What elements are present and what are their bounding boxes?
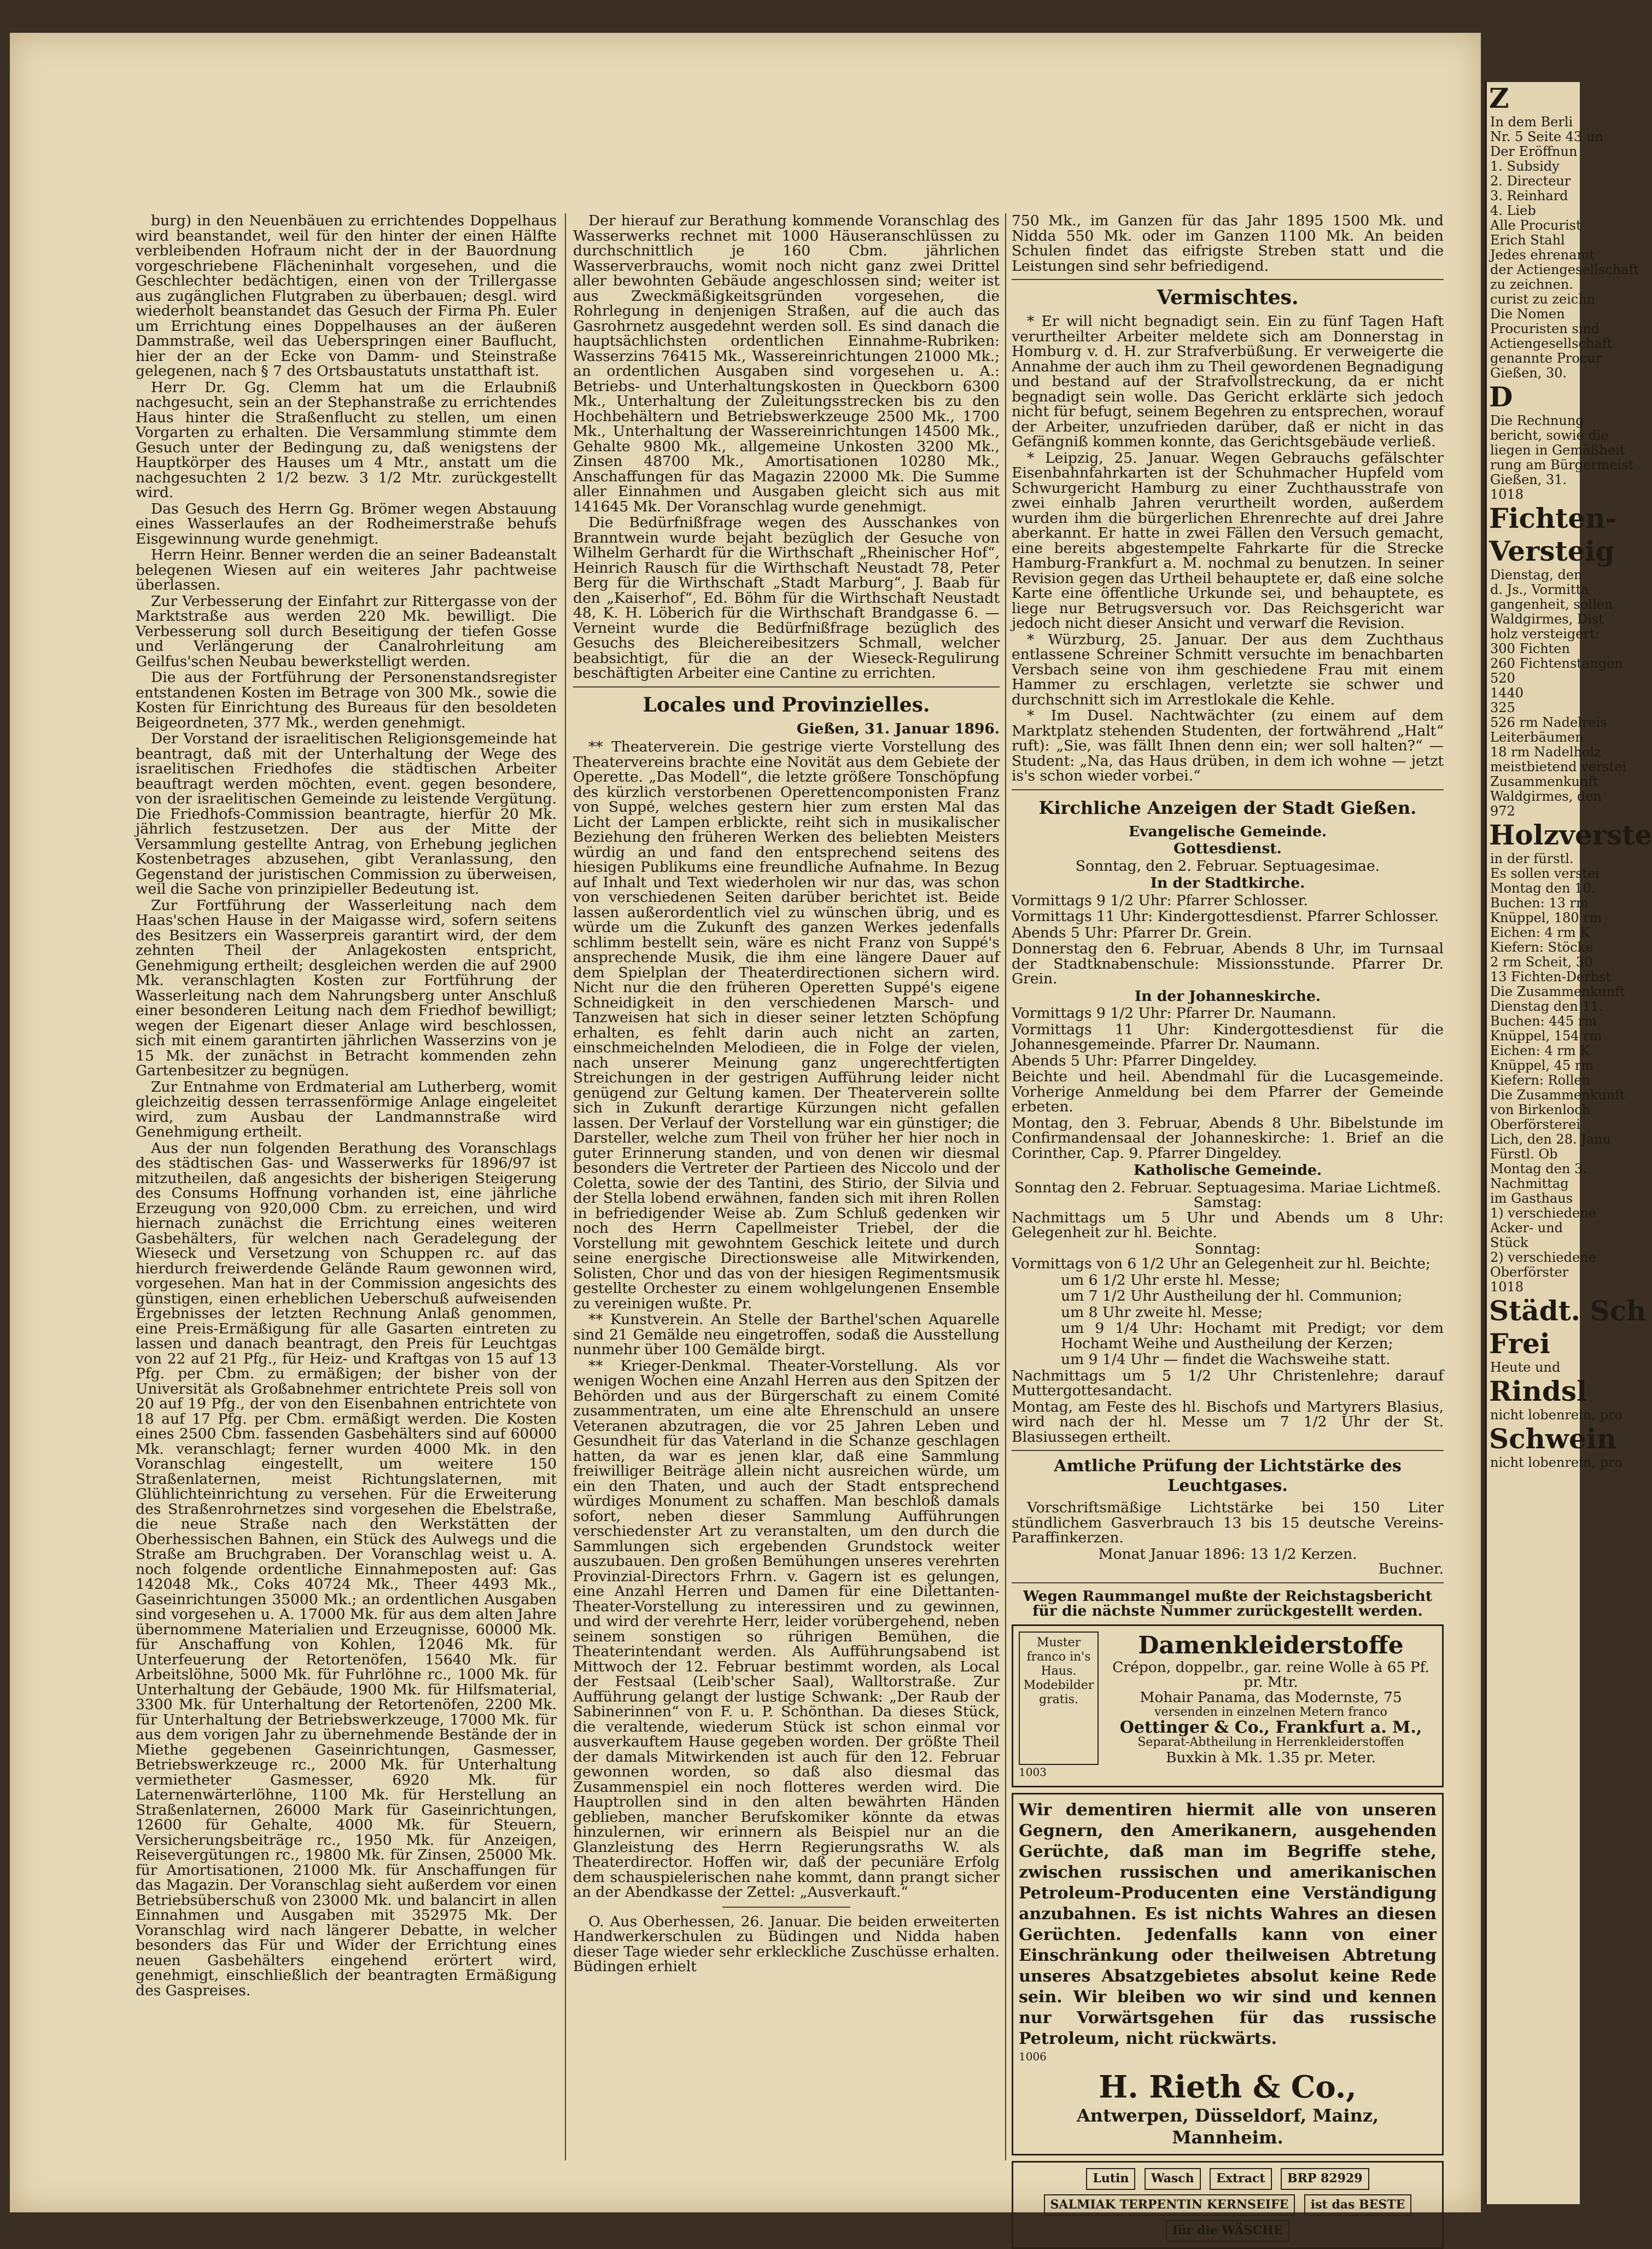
advertisement-damenkleiderstoffe: [1012, 1624, 1444, 1787]
adjacent-page-line: Fürstl. Ob: [1490, 1146, 1558, 1162]
gas-heading: Amtliche Prüfung der Lichtstärke des Leuchtgases.: [1054, 1456, 1402, 1495]
section-rule: [573, 686, 1000, 687]
product-box: ist das BESTE: [1304, 2194, 1412, 2216]
adjacent-page-line: 2. Directeur: [1490, 173, 1571, 189]
adjacent-page-line: Buchen: 445 rm: [1490, 1013, 1597, 1029]
adjacent-page-line: im Gasthaus: [1490, 1191, 1573, 1206]
church-line: Donnerstag den 6. Februar, Abends 8 Uhr, im Turnsaal der Stadtknabenschule: Missionsstunde. Pfarrer Dr. Grein.: [1012, 940, 1444, 987]
product-box: Lutin: [1086, 2168, 1135, 2190]
column-rule: [565, 213, 566, 2160]
paragraph: Die aus der Fortführung der Personenstandsregister entstandenen Kosten im Betrage von 300 Mk., sowie die Kosten für Einrichtung des Bureaus für den besoldeten Beigeordneten, 377 Mk., werden genehmigt.: [136, 669, 557, 731]
adjacent-page-line: Die Zusammenkunft: [1490, 1087, 1625, 1103]
adjacent-page-line: Versteig: [1489, 535, 1615, 567]
adjacent-page-line: 972: [1490, 803, 1515, 819]
paragraph: Herr Dr. Gg. Clemm hat um die Erlaubniß nachgesucht, sein an der Stephanstraße zu errichtendes Haus hinter die Straßenflucht zu stellen, um einen Vorgarten zu erhalten. Die Versammlung stimmte dem Gesuch unter der Bedingung zu, daß wenigstens der Hauptkörper des Hauses um 4 Mtr., anstatt um die nachgesuchten 2 1/2 bezw. 3 1/2 Mtr. zurückgestellt wird.: [136, 378, 557, 501]
adjacent-page-line: der Actiengesellschaft: [1490, 262, 1639, 277]
church-line: um 6 1/2 Uhr erste hl. Messe;: [1061, 1271, 1281, 1289]
ad-line: Separat-Abtheilung in Herrenkleiderstoffen: [1137, 1735, 1404, 1749]
paragraph: Zur Fortführung der Wasserleitung nach dem Haas'schen Hause in der Maigasse wird, sofern seitens des Besitzers ein Wasserpreis garantirt wird, der dem zehnten Theil der Anlagekosten entspricht, Genehmigung ertheilt; desgleichen werden die auf 2900 Mk. veranschlagten Kosten zur Fortführung der Wasserleitung nach dem Nahrungsberg unter Anschluß einer besonderen Leitung nach dem Friedhof bewilligt; wegen der Eigenart dieser Anlage wird beschlossen, sich mit einem garantirten jährlichen Wasserzins von je 15 Mk. der zunächst in Betracht kommenden zehn Gartenbesitzer zu begnügen.: [136, 896, 557, 1079]
gas-signature: Buchner.: [1378, 1560, 1444, 1577]
ad-cities: Antwerpen, Düsseldorf, Mainz, Mannheim.: [1076, 2105, 1379, 2148]
adjacent-page-line: 1018: [1490, 1279, 1524, 1295]
adjacent-page-line: 1440: [1490, 685, 1524, 701]
church-subheading: Gottesdienst.: [1174, 840, 1282, 857]
adjacent-page-line: Waldgirmes, den: [1490, 789, 1602, 804]
paragraph: Das Gesuch des Herrn Gg. Brömer wegen Abstauung eines Wasserlaufes an der Rodheimerstraße behufs Eisgewinnung wurde genehmigt.: [136, 500, 557, 547]
adjacent-page-line: 325: [1490, 700, 1515, 715]
paragraph: Zur Verbesserung der Einfahrt zur Rittergasse von der Marktstraße aus werden 220 Mk. bewilligt. Die Verbesserung soll durch Beseitigung der tiefen Gosse und Verlängerung der Canalrohrleitung am Geilfus'schen Neubau bewerkstelligt werden.: [136, 592, 557, 670]
adjacent-page-line: Dienstag den 11.: [1490, 999, 1603, 1014]
gas-text: Vorschriftsmäßige Lichtstärke bei 150 Liter stündlichem Gasverbrauch 13 bis 15 deutsche Vereins-Paraffinkerzen.: [1012, 1499, 1444, 1546]
adjacent-page-line: Knüppel, 154 rm: [1490, 1028, 1602, 1044]
paragraph: Der hierauf zur Berathung kommende Voranschlag des Wasserwerks rechnet mit 1000 Häuseranschlüssen zu durchschnittlich je 160 Cbm. jährlichen Wasserverbrauchs, womit noch nicht ganz zwei Drittel aller bewohnten Gebäude angeschlossen sind; weiter ist aus Zweckmäßigkeitsgründen vorgesehen, die Rohrlegung in denjenigen Straßen, auf die auch das Gasrohrnetz ausgedehnt werden soll. Es sind danach die hauptsächlichsten ordentlichen Einnahme-Rubriken: Wasserzins 76415 Mk., Wassereinrichtungen 21000 Mk.; an ordentlichen Ausgaben sind vorgesehen u. A.: Betriebs- und Unterhaltungskosten in Queckborn 6300 Mk., Unterhaltung der Zuleitungsstrecken bis zu den Hochbehältern und Betriebswerkzeuge 2500 Mk., 1700 Mk., Unterhaltung der Wassereinrichtungen 14500 Mk., Gehalte 9800 Mk., allgemeine Unkosten 3200 Mk., Zinsen 48700 Mk., Amortisationen 10280 Mk., Anschaffungen für das Magazin 22000 Mk. Die Summe aller Einnahmen und Ausgaben gleicht sich aus mit 141645 Mk. Der Voranschlag wurde genehmigt.: [573, 212, 1000, 515]
dateline: Gießen, 31. Januar 1896.: [796, 720, 1000, 737]
adjacent-page-line: gangenheit, sollen: [1490, 597, 1613, 612]
church-line: Nachmittags um 5 Uhr und Abends um 8 Uhr: Gelegenheit zur hl. Beichte.: [1012, 1209, 1444, 1241]
church-line: Vormittags 11 Uhr: Kindergottesdienst für die Johannesgemeinde. Pfarrer Dr. Naumann.: [1012, 1021, 1444, 1053]
adjacent-page-edge: [1485, 82, 1652, 2204]
product-box: Wasch: [1145, 2168, 1201, 2190]
adjacent-page-line: 4. Lieb: [1490, 203, 1536, 218]
adjacent-page-line: 2 rm Scheit, 30: [1490, 954, 1593, 970]
section-heading-misc: Vermischtes.: [1157, 286, 1299, 309]
adjacent-page-line: genannte Procur: [1490, 351, 1602, 366]
paragraph: ** Kunstverein. An Stelle der Barthel'schen Aquarelle sind 21 Gemälde neu eingetroffen, sodaß die Ausstellung nunmehr über 100 Gemälde birgt.: [573, 1311, 1000, 1358]
adjacent-page-line: Leiterbäumen: [1490, 730, 1584, 745]
adjacent-page-line: Z: [1489, 82, 1509, 114]
adjacent-page-line: Oberförster: [1490, 1265, 1569, 1280]
church-subheading: In der Stadtkirche.: [1150, 875, 1305, 892]
church-line: Montag, am Feste des hl. Bischofs und Martyrers Blasius, wird nach der hl. Messe um 7 1/2 Uhr der St. Blasiussegen ertheilt.: [1012, 1398, 1444, 1446]
column-2: [573, 213, 1000, 2160]
church-line: um 7 1/2 Uhr Austheilung der hl. Communion;: [1061, 1287, 1403, 1304]
adjacent-page-line: Gießen, 31.: [1490, 472, 1567, 487]
adjacent-page-line: Heute und: [1490, 1360, 1561, 1375]
paragraph: ** Theaterverein. Die gestrige vierte Vorstellung des Theatervereins brachte eine Novität aus dem Gebiete der Operette. „Das Modell“, die letzte größere Tonschöpfung des kürzlich verstorbenen Operettencomponisten Franz von Suppé, welches gestern hier zum ersten Mal das Licht der Lampen erblickte, reiht sich in musikalischer Beziehung den früheren Werken des beliebten Meisters würdig an und fand den entsprechend seitens des hiesigen Publikums eine freundliche Aufnahme. In Bezug auf Inhalt und Text wiederholen wir nur das, was schon von verschiedenen Seiten darüber berichtet ist. Beide lassen außerordentlich viel zu wünschen übrig, und es würde um die Zukunft des ganzen Werkes jedenfalls schlimm bestellt sein, wäre es nicht Franz von Suppé's ansprechende Musik, die ihm eine längere Dauer auf dem Spielplan der Theaterdirectionen sichern wird. Nicht nur die den früheren Operetten Suppé's eigene Schneidigkeit in den verschiedenen Marsch- und Tanzweisen hat sich in dieser seiner letzten Schöpfung erhalten, es fehlt darin auch nicht an zarten, einschmeichelnden Melodieen, die in Folge der vielen, nach unserer Meinung ganz ungerechtfertigten Streichungen in der gestrigen Aufführung leider nicht genügend zur Geltung kamen. Der Theaterverein sollte sich in Zukunft derartige Kürzungen nicht gefallen lassen. Der Verlauf der Vorstellung war ein günstiger; die Darsteller, welche zum Theil von früher her hier noch in guter Erinnerung standen, und von denen wir diesmal besonders die Vertreter der Partieen des Niccolo und der Coletta, sowie der des Tantini, des Stirio, der Silvia und der Stella lobend erwähnen, fanden sich mit ihren Rollen in befriedigender Weise ab. Zum Schluß gedenken wir noch des Herrn Capellmeister Triebel, der die Vorstellung mit gewohntem Geschick leitete und durch seine energische Directionsweise alle Mitwirkenden, Solisten, Chor und das von der hiesigen Regimentsmusik gestellte Orchester zu einem wohlgelungenen Ensemble zu vereinigen wußte. Pr.: [573, 738, 1000, 1312]
adjacent-page-line: In dem Berli: [1490, 114, 1573, 130]
adjacent-page-line: Oberförsterei: [1490, 1117, 1581, 1132]
adjacent-page-line: Fichten-: [1489, 502, 1617, 534]
adjacent-page-line: Der Eröffnun: [1490, 144, 1578, 159]
adjacent-page-line: Knüppel, 180 rm: [1490, 910, 1602, 925]
adjacent-page-line: Alle Procurist: [1490, 218, 1581, 233]
church-line: Vormittags von 6 1/2 Uhr an Gelegenheit zur hl. Beichte;: [1012, 1255, 1431, 1272]
paragraph: * Würzburg, 25. Januar. Der aus dem Zuchthaus entlassene Schreiner Schmitt versuchte im benachbarten Versbach seine von ihm geschiedene Frau mit einem Hammer zu erschlagen, verletzte sie schwer und durchschnitt sich im Arrestlokale die Kehle.: [1012, 631, 1444, 708]
adjacent-page-line: Acker- und: [1490, 1220, 1563, 1236]
ad-firm: Oettinger & Co., Frankfurt a. M.,: [1119, 1717, 1422, 1737]
paragraph: O. Aus Oberhessen, 26. Januar. Die beiden erweiterten Handwerkerschulen zu Büdingen und Nidda haben dieser Tage wieder sehr erkleckliche Zuschüsse erhalten. Büdingen erhielt: [573, 1913, 1000, 1975]
ad-line: Mohair Panama, das Modernste, 75: [1140, 1688, 1402, 1706]
church-line: Abends 5 Uhr: Pfarrer Dr. Grein.: [1012, 924, 1252, 941]
paragraph: Die Bedürfnißfrage wegen des Ausschankes von Branntwein wurde bejaht bezüglich der Gesuche von Wilhelm Gerhardt für die Wirthschaft „Rheinischer Hof“, Heinrich Rausch für die Wirthschaft Neustadt 78, Peter Berg für die Wirthschaft „Stadt Marburg“, J. Baab für den „Kaiserhof“, Ed. Böhm für die Wirthschaft Neustadt 48, K. H. Löberich für die Wirthschaft Brandgasse 6. — Verneint wurde die Bedürfnißfrage bezüglich des Gesuchs des Bleichereibesitzers Schmall, welcher beabsichtigt, für die an der Wieseck-Regulirung beschäftigten Arbeiter eine Cantine zu errichten.: [573, 514, 1000, 681]
adjacent-page-line: Knüppel, 45 rm: [1490, 1058, 1594, 1073]
adjacent-page-line: Montag den 3.: [1490, 1161, 1587, 1176]
advertisement-petroleum: [1012, 1793, 1444, 2156]
product-box: BRP 82929: [1281, 2168, 1369, 2190]
adjacent-page-line: Eichen: 4 rm K: [1490, 925, 1590, 940]
adjacent-page-line: nicht lobenrein, pro: [1490, 1407, 1622, 1423]
ad-firm: H. Rieth & Co.,: [1099, 2069, 1357, 2105]
church-line: Montag, den 3. Februar, Abends 8 Uhr. Bibelstunde im Confirmandensaal der Johanneskirche: 1. Brief an die Corinther, Cap. 9. Pfarrer Dingeldey.: [1012, 1114, 1444, 1162]
adjacent-page-line: Eichen: 4 rm K: [1490, 1043, 1590, 1058]
adjacent-page-line: Die Nomen: [1490, 306, 1565, 322]
adjacent-page-line: Lich, den 28. Janu: [1490, 1132, 1612, 1147]
adjacent-page-line: Holzverste: [1489, 819, 1652, 851]
adjacent-page-line: Waldgirmes, Dist: [1490, 611, 1604, 627]
church-line: um 8 Uhr zweite hl. Messe;: [1061, 1303, 1263, 1321]
adjacent-page-line: Rindsl: [1489, 1375, 1587, 1407]
adjacent-page-line: Actiengesellschaft: [1490, 336, 1613, 351]
adjacent-page-line: Jedes ehrenamt: [1490, 247, 1595, 263]
church-line: Abends 5 Uhr: Pfarrer Dingeldey.: [1012, 1052, 1257, 1069]
paragraph: Herrn Heinr. Benner werden die an seiner Badeanstalt belegenen Wiesen auf ein weiteres Jahr pachtweise überlassen.: [136, 546, 557, 593]
gas-month: Monat Januar 1896: 13 1/2 Kerzen.: [1098, 1545, 1357, 1563]
product-box: SALMIAK TERPENTIN KERNSEIFE: [1044, 2194, 1295, 2216]
church-line: Vormittags 9 1/2 Uhr: Pfarrer Dr. Naumann.: [1012, 1005, 1336, 1022]
adjacent-page-line: 1. Subsidy: [1490, 159, 1560, 174]
adjacent-page-line: Frei: [1489, 1327, 1550, 1360]
adjacent-page-line: 13 Fichten-Derbst: [1490, 969, 1612, 984]
section-rule: [1012, 279, 1444, 280]
ad-line: Crépon, doppelbr., gar. reine Wolle à 65 Pf. pr. Mtr.: [1112, 1658, 1429, 1691]
adjacent-page-line: 520: [1490, 671, 1515, 686]
church-heading: Kirchliche Anzeigen der Stadt Gießen.: [1038, 797, 1417, 818]
ad-text: Wir dementiren hiermit alle von unseren Gegnern, den Amerikanern, ausgehenden Gerüchte, daß man im Begriffe stehe, zwischen russischen und amerikanischen Petroleum-Producenten eine Verständigung anzubahnen. Es ist nichts Wahres an diesen Gerüchten. Jedenfalls kann von einer Einschränkung oder theilweisen Abtretung unseres Absatzgebietes absolut keine Rede sein. Wir bleiben wo wir sind und kennen nur Vorwärtsgehen für das russische Petroleum, nicht rückwärts.: [1019, 1800, 1437, 2048]
adjacent-page-line: Stück: [1490, 1235, 1528, 1250]
adjacent-page-line: Es sollen verstei: [1490, 866, 1600, 881]
column-3: [1012, 212, 1444, 2238]
paragraph: Zur Entnahme von Erdmaterial am Lutherberg, womit gleichzeitig dessen terrassenförmige Anlage eingeleitet wird, zum Ausbau der Landmannstraße wird Genehmigung ertheilt.: [136, 1078, 557, 1140]
church-line: Sonntag, den 2. Februar. Septuagesimae.: [1075, 857, 1380, 875]
adjacent-page-line: 3. Reinhard: [1490, 188, 1568, 203]
column-rule: [1005, 213, 1006, 2160]
paragraph: * Im Dusel. Nachtwächter (zu einem auf dem Marktplatz stehenden Studenten, der fortwährend „Halt“ ruft): „Sie, was fällt Ihnen denn ein; wer soll halten?“ — Student: „Na, das Haus drüben, in dem ich wohne — jetzt is's schon wieder vorbei.“: [1012, 707, 1444, 784]
adjacent-page-line: Kiefern: Rollen: [1490, 1073, 1591, 1088]
paragraph: ** Krieger-Denkmal. Theater-Vorstellung. Als vor wenigen Wochen eine Anzahl Herren aus den Spitzen der Behörden und aus der Bürgerschaft zu einem Comité zusammentraten, um eine alte Ehrenschuld an unsere Veteranen abzutragen, die vor 25 Jahren Leben und Gesundheit für das Vaterland in die Schanze geschlagen hatten, da war es jenen klar, daß eine Sammlung freiwilliger Beiträge allein nicht ausreichen würde, um ein den Thaten, und auch der Stadt entsprechend würdiges Monument zu schaffen. Man beschloß damals sofort, neben dieser Sammlung Aufführungen verschiedenster Art zu veranstalten, um den durch die Sammlungen sich ergebenden Grundstock weiter auszubauen. Den großen Bemühungen unseres verehrten Provinzial-Directors Frhrn. v. Gagern ist es gelungen, eine Anzahl Herren und Damen für eine Dilettanten-Theater-Vorstellung zu interessiren und zu gewinnen, und wird der verehrte Herr, leider vorübergehend, neben seinem sonstigen so rührigen Bemühen, die Theaterintendant werden. Als Aufführungsabend ist Mittwoch der 12. Februar bestimmt worden, als Local der Festsaal (Leib'scher Saal), Walltorstraße. Zur Aufführung gelangt der lustige Schwank: „Der Raub der Sabinerinnen“ von F. u. P. Schönthan. Da dieses Stück, die veraltende, wiederum Stück ist schon einmal vor ausverkauftem Hause gegeben worden. Der größte Theil der damals Mitwirkenden ist auch für den 12. Februar gewonnen worden, so daß also diesmal das Zusammenspiel ein noch flotteres werden wird. Die Hauptrollen sind in den alten bewährten Händen geblieben, mancher Berufskomiker könnte da etwas hinzulernen, wir erinnern als Beispiel nur an die Glanzleistung des Herrn Regierungsraths W. als Theaterdirector. Hoffen wir, daß der pecuniäre Erfolg dem schauspielerischen nahe kommt, dann prangt sicher an der Abendkasse der Zettel: „Ausverkauft.“: [573, 1357, 1000, 1901]
adjacent-page-line: Die Rechnung: [1490, 413, 1584, 428]
adjacent-page-line: 300 Fichten: [1490, 641, 1570, 656]
church-subheading: In der Johanneskirche.: [1134, 987, 1321, 1005]
adjacent-page-line: von Birkenloch: [1490, 1102, 1591, 1117]
adjacent-page-line: Die Zusammenkunft: [1490, 984, 1625, 999]
ad-number: 1003: [1019, 1766, 1047, 1779]
adjacent-page-line: Gießen, 30.: [1490, 365, 1567, 381]
section-rule: [722, 1907, 850, 1908]
adjacent-page-line: nicht lobenrein, pro: [1490, 1455, 1622, 1470]
church-line: Samstag:: [1193, 1194, 1262, 1211]
paragraph: Aus der nun folgenden Berathung des Voranschlags des städtischen Gas- und Wasserwerks für 1896/97 ist mitzutheilen, daß angesichts der bisherigen Steigerung des Consums Hoffnung vorhanden ist, eine jährliche Erzeugung von 920,000 Cbm. zu erreichen, und wird hiernach zunächst die Errichtung eines weiteren Gasbehälters, für welchen nach Geradelegung der Wieseck und Versetzung von Schuppen rc. auf das hierdurch freiwerdende Gelände Raum gewonnen wird, vorgesehen. Man hat in der Commission angesichts des günstigen, einen erheblichen Ueberschuß aufweisenden Ergebnisses der letzten Rechnung Anlaß genommen, eine Preis-Ermäßigung für alle Gasarten eintreten zu lassen und danach beantragt, den Preis für Leuchtgas von 22 auf 21 Pfg., für Heiz- und Kraftgas von 15 auf 13 Pfg. per Cbm. zu ermäßigen; der bisher von der Universität als Großabnehmer entrichtete Preis soll von 20 auf 19 Pfg., der von den Eisenbahnen entrichtete von 18 auf 17 Pfg. per Cbm. ermäßigt werden. Die Kosten eines 2500 Cbm. fassenden Gasbehälters sind auf 60000 Mk. veranschlagt; ferner wurden 4000 Mk. in den Voranschlag eingestellt, um weitere 150 Straßenlaternen, meist Richtungslaternen, mit Glühlichteinrichtung zu versehen. Für die Erweiterung des Straßenrohrnetzes sind vorgesehen die Ebelstraße, die neue Straße nach den Werkstätten der Oberhessischen Bahnen, ein Stück des Aulwegs und die Straße am Bruchgraben. Der Voranschlag weist u. A. noch folgende ordentliche Einnahmeposten auf: Gas 142048 Mk., Coks 40724 Mk., Theer 4493 Mk., Gaseinrichtungen 35000 Mk.; an ordentlichen Ausgaben sind vorgesehen u. A. 17000 Mk. für aus dem alten Jahre übernommene Materialien und Erzeugnisse, 60000 Mk. für Anschaffung von Kohlen, 12046 Mk. für Unterfeuerung der Retortenöfen, 15640 Mk. für Arbeitslöhne, 5000 Mk. für Fuhrlöhne rc., 1000 Mk. für Unterhaltung der Gebäude, 1900 Mk. für Hilfsmaterial, 3300 Mk. für Unterhaltung der Retortenöfen, 2200 Mk. für Unterhaltung der Betriebswerkzeuge, 17000 Mk. für aus dem vorigen Jahr zu übernehmende Bestände der in Miethe gegebenen Gaseinrichtungen, Gasmesser, Betriebswerkzeuge rc., 2000 Mk. für Unterhaltung vermietheter Gasmesser, 6920 Mk. für Laternenwärterlöhne, 1100 Mk. für Herstellung an Straßenlaternen, 26000 Mark für Gaseinrichtungen, 12600 für Gehalte, 4000 Mk. für Steuern, Versicherungsbeiträge rc., 1950 Mk. für Anzeigen, Reisevergütungen rc., 19800 Mk. für Zinsen, 25000 Mk. für Amortisationen, 21000 Mk. für Anschaffungen für das Magazin. Der Voranschlag sieht außerdem vor einen Betriebsüberschuß von 23000 Mk. und balancirt in allen Einnahmen und Ausgaben mit 352975 Mk. Der Voranschlag wird nach längerer Debatte, in welcher besonders das Für und Wider der Errichtung eines neuen Gasbehälters eingehend erörtert wird, genehmigt, einschließlich der beantragten Ermäßigung des Gaspreises.: [136, 1139, 557, 1999]
section-rule: [1012, 1582, 1444, 1583]
paragraph: * Leipzig, 25. Januar. Wegen Gebrauchs gefälschter Eisenbahnfahrkarten ist der Schuhmacher Hupfeld vom Schwurgericht Hamburg zu einer Zuchthausstrafe von zwei einhalb Jahren verurtheilt worden, außerdem wurden ihm die bürgerlichen Ehrenrechte auf drei Jahre aberkannt. Er hatte in zwei Fällen den Versuch gemacht, eine bereits abgestempelte Fahrkarte für die Strecke Hamburg-Frankfurt a. M. nochmal zu benutzen. In seiner Revision gegen das Urtheil behauptete er, daß eine solche Karte eine öffentliche Urkunde sei, und behauptete, es liege nur Betrugsversuch vor. Das Reichsgericht war jedoch nicht dieser Ansicht und verwarf die Revision.: [1012, 449, 1444, 632]
adjacent-page-line: 18 rm Nadelholz: [1490, 744, 1601, 760]
section-heading-local: Locales und Provinzielles.: [643, 693, 930, 716]
paragraph: * Er will nicht begnadigt sein. Ein zu fünf Tagen Haft verurtheilter Arbeiter meldete sich am Donnerstag in Homburg v. d. H. zur Strafverbüßung. Er verweigerte die Annahme der auch ihm zu Theil gewordenen Begnadigung und bestand auf der Strafvollstreckung, da er nicht begnadigt sein wolle. Das Gericht erklärte sich jedoch nicht für befugt, seinem Begehren zu entsprechen, worauf der Arbeiter, unzufrieden darüber, daß er nicht in das Gefängniß kommen konnte, das Gerichtsgebäude verließ.: [1012, 313, 1444, 450]
church-subheading: Katholische Gemeinde.: [1133, 1162, 1322, 1179]
adjacent-page-line: d. Js., Vormitta: [1490, 582, 1589, 597]
column-1: [136, 213, 557, 2160]
adjacent-page-line: zu zeichnen.: [1490, 277, 1573, 292]
church-line: um 9 1/4 Uhr: Hochamt mit Predigt; vor dem Hochamt Weihe und Austheilung der Kerzen;: [1061, 1320, 1444, 1352]
church-line: Vormittags 11 Uhr: Kindergottesdienst. Pfarrer Schlosser.: [1012, 908, 1439, 925]
newspaper-page: [10, 33, 1481, 2238]
paragraph: Der Vorstand der israelitischen Religionsgemeinde hat beantragt, daß mit der Unterhaltung der Wege des israelitischen Friedhofes die städtischen Arbeiter beauftragt werden möchten, event. gegen besondere, von der israelitischen Gemeinde zu leistende Vergütung. Die Friedhofs-Commission beantragte, hierfür 20 Mk. jährlich festzusetzen. Der aus der Mitte der Versammlung gestellte Antrag, von Erhebung jeglichen Kostenbetrages abzusehen, gibt Veranlassung, den Gegenstand der juristischen Commission zu überweisen, weil die Sache von prinzipieller Bedeutung ist.: [136, 730, 557, 898]
adjacent-page-line: rung am Bürgermeist: [1490, 457, 1634, 473]
adjacent-page-line: D: [1489, 381, 1513, 413]
adjacent-page-text: [1487, 82, 1652, 1470]
advertisement-soap: [1012, 2161, 1444, 2249]
ad-title: Damenkleiderstoffe: [1138, 1631, 1404, 1659]
adjacent-page-line: Procuristen sind: [1490, 321, 1600, 336]
church-line: Sonntag den 2. Februar. Septuagesima. Mariae Lichtmeß.: [1014, 1179, 1441, 1196]
adjacent-page-line: 1) verschiedene: [1490, 1205, 1596, 1221]
adjacent-page-line: holz versteigert:: [1490, 626, 1600, 642]
adjacent-page-line: 1018: [1490, 487, 1524, 502]
adjacent-page-line: Kiefern: Stöcke: [1490, 940, 1593, 955]
adjacent-page-line: 2) verschiedene: [1490, 1250, 1596, 1265]
church-line: Sonntag:: [1194, 1240, 1261, 1257]
section-rule: [1012, 789, 1444, 790]
adjacent-page-line: Erich Stahl: [1490, 232, 1565, 248]
ad-number: 1006: [1019, 2049, 1047, 2063]
church-line: Vormittags 9 1/2 Uhr: Pfarrer Schlosser.: [1012, 892, 1308, 909]
church-subheading: Evangelische Gemeinde.: [1128, 823, 1327, 840]
adjacent-page-line: meistbietend verstei: [1490, 759, 1627, 774]
ad-line: Buxkin à Mk. 1.35 pr. Meter.: [1165, 1749, 1376, 1766]
adjacent-page-line: curist zu zeichn: [1490, 292, 1596, 307]
adjacent-page-line: Nr. 5 Seite 43 un: [1490, 129, 1603, 144]
section-rule: [1012, 1450, 1444, 1451]
adjacent-page-line: 260 Fichtenstangen: [1490, 656, 1623, 671]
church-line: um 9 1/4 Uhr — findet die Wachsweihe statt.: [1061, 1351, 1391, 1368]
paragraph: burg) in den Neuenbäuen zu errichtendes Doppelhaus wird beanstandet, weil für den hinter der einen Hälfte verbleibenden Hofraum nicht der in der Bauordnung vorgeschriebene Flächeninhalt vorgesehen, und die Geschlechter bedächtigen, einen von der Trillergasse aus zugänglichen Flutgraben zu überbauen; desgl. wird wiederholt beanstandet das Gesuch der Firma Ph. Euler um Errichtung eines Doppelhauses an der äußeren Dammstraße, weil das Ueberspringen einer Bauflucht, hier der an der Ecke von Damm- und Steinstraße gelegenen, nach § 7 des Ortsbaustatuts unstatthaft ist.: [136, 212, 557, 380]
product-box: für die WÄSCHE: [1166, 2220, 1289, 2242]
adjacent-page-line: Schwein: [1489, 1423, 1617, 1455]
adjacent-page-line: liegen in Gemäßheit: [1490, 442, 1625, 458]
product-box: Extract: [1210, 2168, 1271, 2190]
church-line: Beichte und heil. Abendmahl für die Lucasgemeinde. Vorherige Anmeldung bei dem Pfarrer der Gemeinde erbeten.: [1012, 1068, 1444, 1115]
adjacent-page-line: bericht, sowie die: [1490, 428, 1609, 443]
notice: Wegen Raummangel mußte der Reichstagsbericht für die nächste Nummer zurückgestellt werden.: [1023, 1587, 1433, 1619]
ad-sidebox: Muster franco in's Haus. Modebilder gratis.: [1019, 1632, 1099, 1766]
adjacent-page-line: 526 rm Nadelreis: [1490, 715, 1607, 730]
adjacent-page-line: Dienstag, den: [1490, 567, 1583, 582]
adjacent-page-line: Buchen: 13 rm: [1490, 895, 1589, 911]
adjacent-page-line: Städt. Sch: [1489, 1295, 1647, 1327]
adjacent-page-line: Zusammenkunft: [1490, 774, 1598, 789]
adjacent-page-line: Nachmittag: [1490, 1176, 1569, 1191]
adjacent-page-line: in der fürstl.: [1490, 851, 1574, 866]
ad-line: versenden in einzelnen Metern franco: [1154, 1705, 1387, 1719]
adjacent-page-line: Montag den 10.: [1490, 881, 1596, 896]
paragraph: 750 Mk., im Ganzen für das Jahr 1895 1500 Mk. und Nidda 550 Mk. oder im Ganzen 1100 Mk. An beiden Schulen findet das eifrigste Streben statt und die Leistungen sind sehr befriedigend.: [1012, 212, 1444, 275]
church-line: Nachmittags um 5 1/2 Uhr Christenlehre; darauf Muttergottesandacht.: [1012, 1367, 1444, 1399]
